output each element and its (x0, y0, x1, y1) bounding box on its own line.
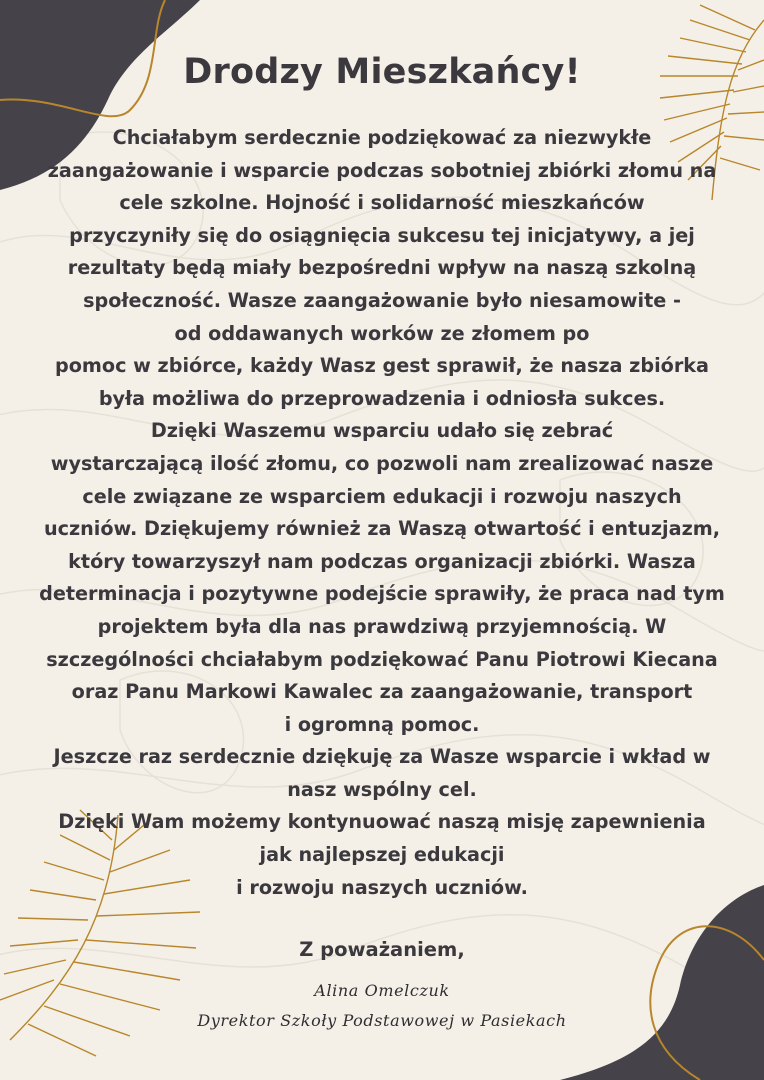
body-line: który towarzyszył nam podczas organizacji zbiórki. Wasza (68, 549, 696, 573)
body-line: wystarczającą ilość złomu, co pozwoli nam zrealizować nasze (50, 451, 714, 475)
body-line: społeczność. Wasze zaangażowanie było niesamowite - (83, 288, 681, 312)
body-line: i rozwoju naszych uczniów. (236, 875, 528, 899)
body-line: rezultaty będą miały bezpośredni wpływ na naszą szkolną (67, 256, 697, 280)
body-line: uczniów. Dziękujemy również za Waszą otwartość i entuzjazm, (43, 517, 721, 541)
body-line: Chciałabym serdecznie podziękować za niezwykłe (112, 126, 652, 149)
letter-body (30, 122, 734, 904)
body-line: cele związane ze wsparciem edukacji i rozwoju naszych (82, 484, 682, 508)
body-line: szczególności chciałabym podziękować Panu Piotrowi Kiecana (46, 647, 718, 671)
body-line: od oddawanych worków ze złomem po (174, 321, 590, 345)
body-line: była możliwa do przeprowadzenia i odniosła sukces. (98, 386, 666, 410)
body-line: Dzięki Wam możemy kontynuować naszą misję zapewnienia (58, 810, 706, 834)
body-line: zaangażowanie i wsparcie podczas sobotniej zbiórki złomu na (47, 158, 717, 182)
body-line: cele szkolne. Hojność i solidarność mieszkańców (119, 191, 645, 215)
letter-title: Drodzy Mieszkańcy! (183, 52, 581, 92)
signature-name: Alina Omelczuk (314, 981, 450, 1000)
body-line: i ogromną pomoc. (284, 712, 480, 736)
signature-role: Dyrektor Szkoły Podstawowej w Pasiekach (197, 1011, 567, 1030)
body-line: pomoc w zbiórce, każdy Wasz gest sprawił, że nasza zbiórka (54, 354, 710, 378)
body-line: Jeszcze raz serdecznie dziękuję za Wasze wsparcie i wkład w (53, 745, 711, 769)
body-line: jak najlepszej edukacji (259, 843, 505, 867)
body-line: determinacja i pozytywne podejście sprawiły, że praca nad tym (39, 582, 725, 606)
body-line: projektem była dla nas prawdziwą przyjemnością. W (97, 614, 667, 638)
closing-salutation: Z poważaniem, (299, 938, 465, 961)
body-line: przyczyniły się do osiągnięcia sukcesu tej inicjatywy, a jej (69, 223, 695, 247)
body-line: nasz wspólny cel. (287, 777, 477, 801)
body-line: Dzięki Waszemu wsparciu udało się zebrać (150, 419, 614, 443)
body-line: oraz Panu Markowi Kawalec za zaangażowanie, transport (71, 680, 693, 704)
